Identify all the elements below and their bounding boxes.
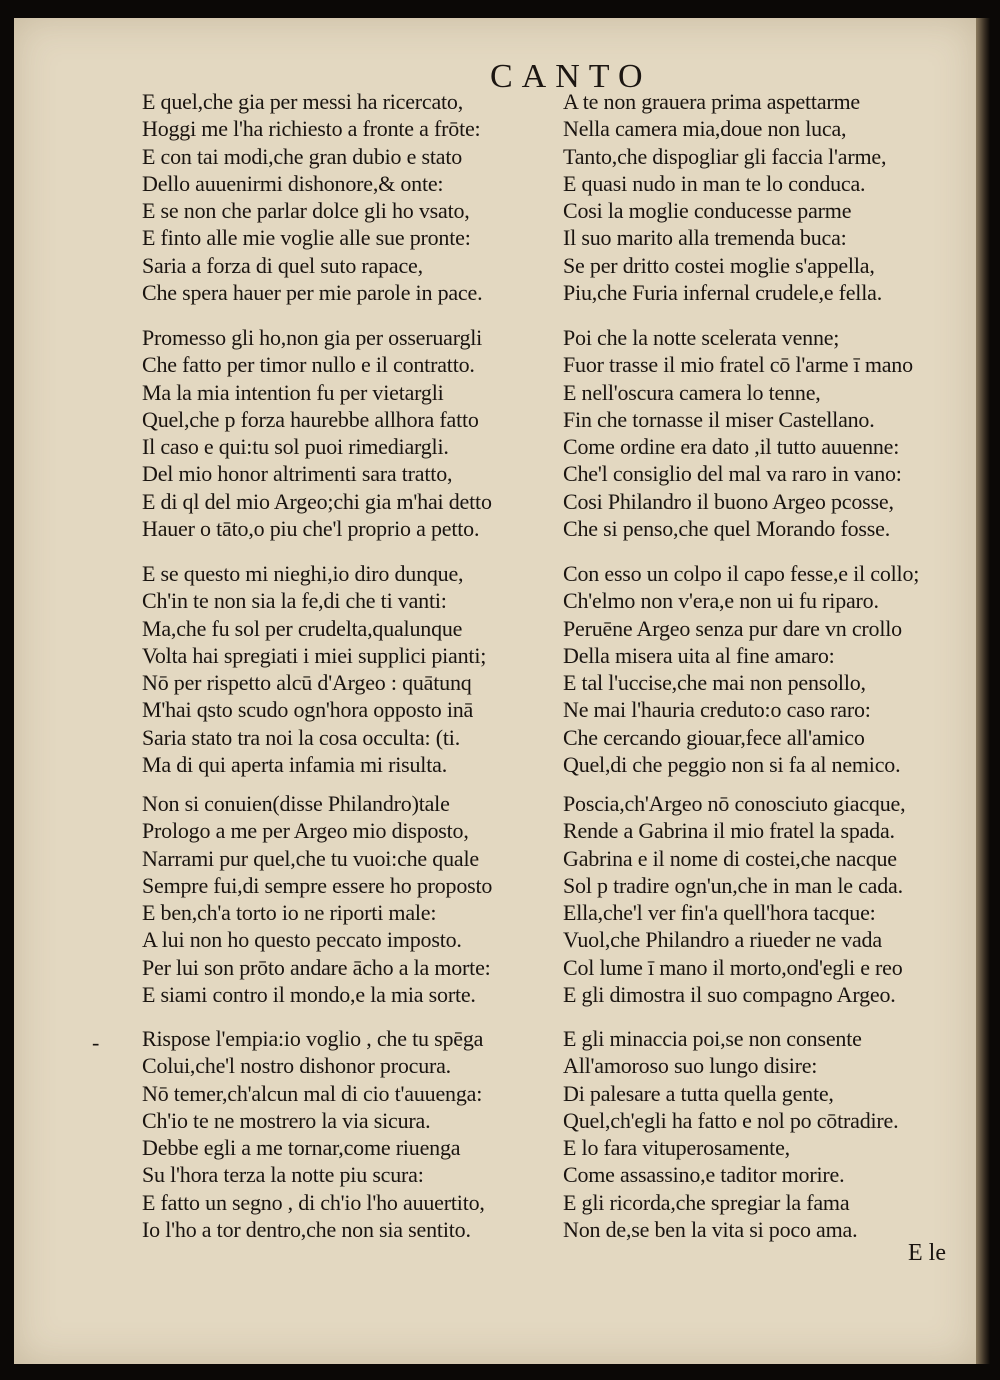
verse-line: Ma la mia intention fu per vietargli	[142, 379, 444, 405]
verse-line: Per lui son prōto andare ācho a la morte:	[142, 954, 491, 980]
verse-line: M'hai qsto scudo ogn'hora opposto inā	[142, 697, 474, 723]
verse-line: Che si penso,che quel Morando fosse.	[563, 516, 891, 542]
verse-line: Non si conuien(disse Philandro)tale	[142, 791, 450, 816]
verse-line: Il suo marito alla tremenda buca:	[563, 225, 847, 251]
verse-line: E finto alle mie voglie alle sue pronte:	[142, 225, 471, 251]
verse-line: Ma,che fu sol per crudelta,qualunque	[142, 615, 463, 641]
verse-line: Fuor trasse il mio fratel cō l'arme ī mano	[563, 352, 913, 378]
verse-line: E gli dimostra il suo compagno Argeo.	[563, 982, 896, 1008]
verse-line: Non de,se ben la vita si poco ama.	[563, 1217, 858, 1243]
verse-line: E se non che parlar dolce gli ho vsato,	[142, 198, 470, 224]
verse-line: E quel,che gia per messi ha ricercato,	[142, 89, 464, 114]
stanza	[142, 560, 582, 778]
verse-line: All'amoroso suo lungo disire:	[563, 1053, 818, 1079]
verse-line: Fin che tornasse il miser Castellano.	[563, 406, 875, 432]
verse-line: Come ordine era dato ,il tutto auuenne:	[563, 434, 900, 460]
verse-line: E tal l'uccise,che mai non pensollo,	[563, 670, 866, 696]
verse-line: Ch'in te non sia la fe,di che ti vanti:	[142, 588, 447, 614]
verse-line: Nō per rispetto alcū d'Argeo : quātunq	[142, 670, 472, 696]
verse-line: Narrami pur quel,che tu vuoi:che quale	[142, 845, 479, 871]
verse-line: Poi che la notte scelerata venne;	[563, 325, 840, 350]
verse-line: Ma di qui aperta infamia mi risulta.	[142, 752, 447, 778]
stanza	[142, 790, 582, 1008]
verse-line: Io l'ho a tor dentro,che non sia sentito.	[142, 1217, 471, 1243]
verse-line: E con tai modi,che gran dubio e stato	[142, 143, 463, 169]
page-header: CANTO	[490, 58, 652, 95]
verse-line: Hauer o tāto,o piu che'l proprio a petto.	[142, 516, 480, 542]
verse-line: Sempre fui,di sempre essere ho proposto	[142, 872, 493, 898]
verse-line: Con esso un colpo il capo fesse,e il collo;	[563, 561, 920, 586]
verse-line: Quel,ch'egli ha fatto e nol po cōtradire.	[563, 1107, 899, 1133]
verse-line: E ben,ch'a torto io ne riporti male:	[142, 900, 437, 926]
verse-line: Ella,che'l ver fin'a quell'hora tacque:	[563, 900, 876, 926]
verse-line: Debbe egli a me tornar,come riuenga	[142, 1135, 461, 1161]
verse-line: E lo fara vituperosamente,	[563, 1135, 790, 1161]
verse-line: Prologo a me per Argeo mio disposto,	[142, 818, 469, 844]
verse-line: Ne mai l'hauria creduto:o caso raro:	[563, 697, 871, 723]
verse-line: Cosi Philandro il buono Argeo pcosse,	[563, 488, 894, 514]
stanza	[142, 1025, 582, 1243]
verse-line: Volta hai spregiati i miei supplici pianti;	[142, 642, 487, 668]
stanza	[563, 88, 1000, 306]
verse-line: Del mio honor altrimenti sara tratto,	[142, 461, 453, 487]
verse-line: Come assassino,e taditor morire.	[563, 1162, 845, 1188]
verse-line: Nō temer,ch'alcun mal di cio t'auuenga:	[142, 1080, 483, 1106]
verse-line: Piu,che Furia infernal crudele,e fella.	[563, 280, 882, 306]
verse-line: E di ql del mio Argeo;chi gia m'hai detto	[142, 488, 492, 514]
verse-line: Saria a forza di quel suto rapace,	[142, 252, 423, 278]
verse-line: E se questo mi nieghi,io diro dunque,	[142, 561, 464, 586]
verse-line: A te non grauera prima aspettarme	[563, 89, 860, 114]
verse-line: Che'l consiglio del mal va raro in vano:	[563, 461, 902, 487]
verse-line: Nella camera mia,doue non luca,	[563, 116, 847, 142]
verse-line: Ch'io te ne mostrero la via sicura.	[142, 1107, 431, 1133]
verse-line: Hoggi me l'ha richiesto a fronte a frōte:	[142, 116, 481, 142]
verse-line: Su l'hora terza la notte piu scura:	[142, 1162, 424, 1188]
verse-line: Tanto,che dispogliar gli faccia l'arme,	[563, 143, 887, 169]
verse-line: E nell'oscura camera lo tenne,	[563, 379, 821, 405]
verse-line: E quasi nudo in man te lo conduca.	[563, 170, 866, 196]
verse-line: Di palesare a tutta quella gente,	[563, 1080, 834, 1106]
verse-line: Promesso gli ho,non gia per osseruargli	[142, 325, 483, 350]
verse-line: Che cercando giouar,fece all'amico	[563, 724, 865, 750]
verse-line: Ch'elmo non v'era,e non ui fu riparo.	[563, 588, 879, 614]
verse-line: Che fatto per timor nullo e il contratto.	[142, 352, 475, 378]
verse-line: Gabrina e il nome di costei,che nacque	[563, 845, 897, 871]
verse-line: Saria stato tra noi la cosa occulta: (ti.	[142, 724, 461, 750]
verse-line: Col lume ī mano il morto,ond'egli e reo	[563, 954, 903, 980]
verse-line: Quel,che p forza haurebbe allhora fatto	[142, 406, 479, 432]
verse-line: E fatto un segno , di ch'io l'ho auuertito,	[142, 1189, 485, 1215]
stanza	[142, 324, 582, 542]
verse-line: Cosi la moglie conducesse parme	[563, 198, 852, 224]
stanza	[563, 324, 1000, 542]
stanza	[563, 560, 1000, 778]
verse-line: Il caso e qui:tu sol puoi rimediargli.	[142, 434, 449, 460]
verse-line: A lui non ho questo peccato imposto.	[142, 927, 462, 953]
verse-line: E siami contro il mondo,e la mia sorte.	[142, 982, 476, 1008]
verse-line: Sol p tradire ogn'un,che in man le cada.	[563, 872, 903, 898]
margin-mark: -	[92, 1030, 100, 1055]
verse-line: Peruēne Argeo senza pur dare vn crollo	[563, 615, 902, 641]
verse-line: Colui,che'l nostro dishonor procura.	[142, 1053, 451, 1079]
verse-line: Se per dritto costei moglie s'appella,	[563, 252, 875, 278]
verse-line: E gli minaccia poi,se non consente	[563, 1026, 862, 1051]
stanza	[563, 1025, 1000, 1243]
verse-line: Dello auuenirmi dishonore,& onte:	[142, 170, 444, 196]
verse-line: Rispose l'empia:io voglio , che tu spēga	[142, 1026, 484, 1051]
verse-line: Che spera hauer per mie parole in pace.	[142, 280, 483, 306]
verse-line: Rende a Gabrina il mio fratel la spada.	[563, 818, 895, 844]
verse-line: E gli ricorda,che spregiar la fama	[563, 1189, 850, 1215]
stanza	[563, 790, 1000, 1008]
verse-line: Della misera uita al fine amaro:	[563, 642, 835, 668]
verse-line: Poscia,ch'Argeo nō conosciuto giacque,	[563, 791, 906, 816]
stanza	[142, 88, 582, 306]
verse-line: Vuol,che Philandro a riueder ne vada	[563, 927, 882, 953]
catchword: E le	[908, 1240, 946, 1266]
verse-line: Quel,di che peggio non si fa al nemico.	[563, 752, 901, 778]
